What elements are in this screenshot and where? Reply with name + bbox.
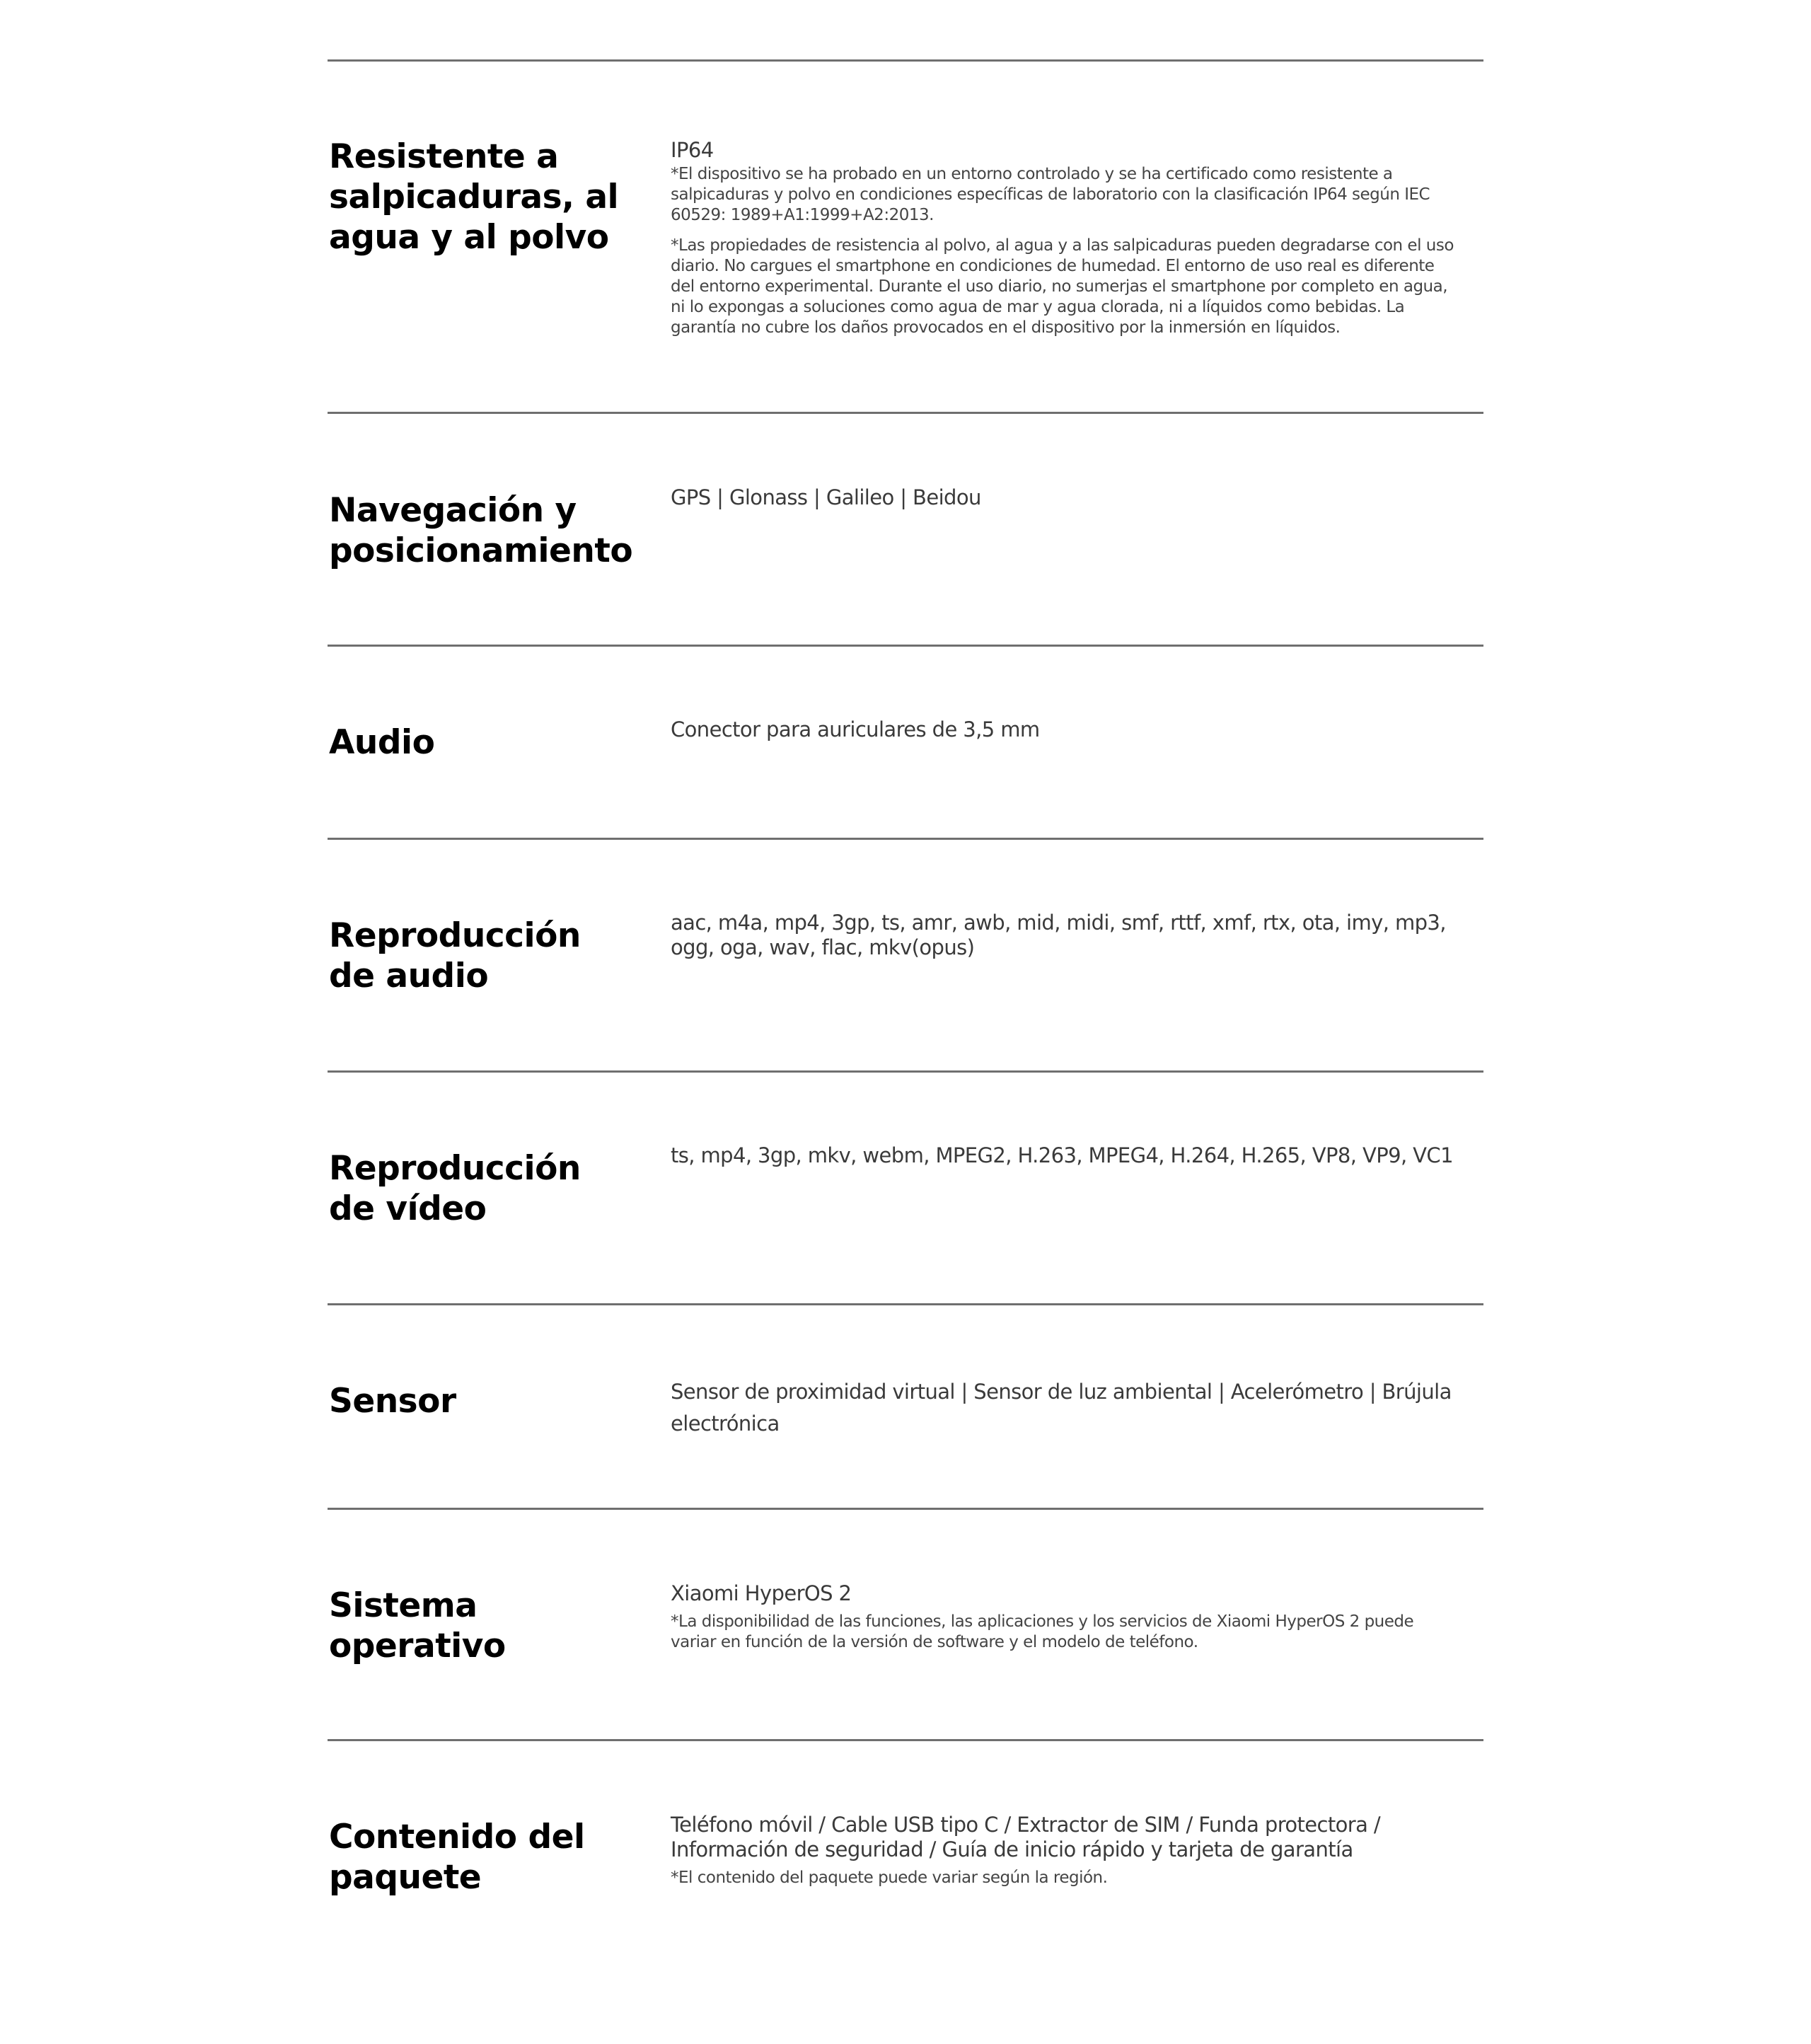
spec-body	[671, 138, 1456, 338]
spec-row-audio-playback	[328, 838, 1483, 1070]
spec-body	[671, 1813, 1456, 1888]
spec-body	[671, 1581, 1456, 1653]
spec-value: IP64	[671, 138, 714, 162]
spec-title: Audio	[329, 723, 435, 762]
spec-title: Sistema operativo	[329, 1586, 506, 1665]
spec-row-audio	[328, 645, 1483, 838]
spec-footnote: *El contenido del paquete puede variar según la región.	[671, 1869, 1108, 1887]
spec-body	[671, 485, 1456, 510]
spec-title: Navegación y posicionamiento	[329, 491, 633, 570]
spec-body	[671, 1143, 1456, 1168]
spec-value: GPS | Glonass | Galileo | Beidou	[671, 485, 981, 509]
spec-body	[671, 911, 1456, 960]
spec-row-sensor	[328, 1303, 1483, 1508]
spec-row-package-contents	[328, 1739, 1483, 2043]
spec-row-navigation	[328, 412, 1483, 645]
spec-value: Conector para auriculares de 3,5 mm	[671, 717, 1040, 741]
spec-title: Reproducción de vídeo	[329, 1149, 581, 1228]
spec-title: Resistente a salpicaduras, al agua y al polvo	[329, 137, 619, 257]
spec-body	[671, 717, 1456, 742]
spec-list	[328, 59, 1483, 2043]
spec-value: Sensor de proximidad virtual | Sensor de luz ambiental | Acelerómetro | Brújula electrónica	[671, 1380, 1452, 1436]
spec-value: Teléfono móvil / Cable USB tipo C / Extractor de SIM / Funda protectora / Información de seguridad / Guía de inicio rápido y tarjeta de garantía	[671, 1813, 1381, 1861]
spec-title: Contenido del paquete	[329, 1818, 585, 1897]
spec-value: Xiaomi HyperOS 2	[671, 1581, 852, 1605]
spec-footnote: *El dispositivo se ha probado en un entorno controlado y se ha certificado como resistente a salpicaduras y polvo en condiciones específicas de laboratorio con la clasificación IP64 según IEC 60529: 1989+A1:1999+A2:2013.	[671, 165, 1430, 224]
spec-row-water-resistance	[328, 59, 1483, 412]
spec-body	[671, 1376, 1456, 1440]
spec-value: ts, mp4, 3gp, mkv, webm, MPEG2, H.263, MPEG4, H.264, H.265, VP8, VP9, VC1	[671, 1143, 1453, 1167]
spec-row-video-playback	[328, 1070, 1483, 1303]
spec-value: aac, m4a, mp4, 3gp, ts, amr, awb, mid, midi, smf, rttf, xmf, rtx, ota, imy, mp3, ogg, oga, wav, flac, mkv(opus)	[671, 911, 1446, 959]
spec-title: Reproducción de audio	[329, 916, 581, 995]
spec-row-operating-system	[328, 1508, 1483, 1739]
spec-footnote: *Las propiedades de resistencia al polvo, al agua y a las salpicaduras pueden degradarse con el uso diario. No cargues el smartphone en condiciones de humedad. El entorno de uso real es diferente del entorno experimental. Durante el uso diario, no sumerjas el smartphone por completo en agua, ni lo expongas a soluciones como agua de mar y agua clorada, ni a líquidos como bebidas. La garantía no cubre los daños provocados en el dispositivo por la inmersión en líquidos.	[671, 236, 1454, 337]
spec-footnote: *La disponibilidad de las funciones, las aplicaciones y los servicios de Xiaomi HyperOS 2 puede variar en función de la versión de software y el modelo de teléfono.	[671, 1612, 1414, 1651]
spec-title: Sensor	[329, 1382, 456, 1421]
